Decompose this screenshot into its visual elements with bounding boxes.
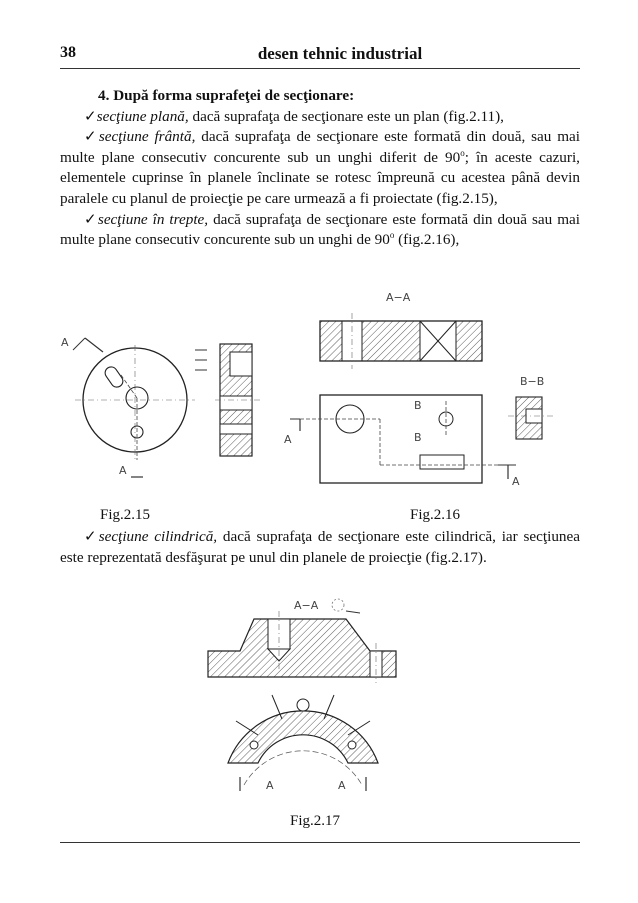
running-title: desen tehnic industrial xyxy=(257,44,423,63)
section-heading: 4. După forma suprafeţei de secţionare: xyxy=(98,87,355,104)
page-header xyxy=(60,40,580,66)
text-broken-section-a: dacă suprafaţa de secţionare este formată din două, sau mai multe plane consecutiv concurente sub un unghi diferit de 90 xyxy=(60,128,581,166)
term-broken-section: secţiune frântă, xyxy=(98,128,196,146)
body-text-cylindrical xyxy=(60,527,580,568)
section-label-a: A xyxy=(61,336,69,349)
section-label-a-right: A xyxy=(512,475,520,488)
text-cylindrical-section: dacă suprafaţa de secţionare este cilindrică, iar secţiunea este reprezentată desfăşurat pe unul din planele de proiecţie (fig.2.17). xyxy=(60,528,580,566)
paragraph-broken-section xyxy=(60,127,580,209)
term-cylindrical-section: secţiune cilindrică, xyxy=(98,528,218,545)
degree-sup: o xyxy=(389,230,395,241)
paragraph-stepped-section xyxy=(60,210,580,251)
section-label-a-bottom: A xyxy=(119,464,127,477)
section-label-aa: A−A xyxy=(294,599,319,612)
section-label-a-right: A xyxy=(338,779,346,792)
degree-sup: o xyxy=(460,147,465,158)
section-label-aa: A−A xyxy=(386,291,411,304)
paragraph-cylindrical-section xyxy=(60,527,580,568)
check-mark-icon: ✓ xyxy=(84,210,98,228)
figure-2-17-drawing xyxy=(200,595,410,800)
section-label-a-left: A xyxy=(284,433,292,446)
header-rule xyxy=(60,68,580,69)
body-text xyxy=(60,86,580,251)
figure-2-15-drawing xyxy=(55,330,275,490)
section-label-bb: B−B xyxy=(520,375,545,388)
text-stepped-section-a: dacă suprafaţa de secţionare este formată din două sau mai multe plane consecutiv concurente sub un unghi de 90 xyxy=(60,210,580,249)
section-label-a-left: A xyxy=(266,779,274,792)
check-mark-icon: ✓ xyxy=(84,128,99,146)
caption-fig-2-16: Fig.2.16 xyxy=(410,507,461,523)
term-plane-section: secţiune plană, xyxy=(96,107,189,125)
text-plane-section: dacă suprafaţa de secţionare este un plan (fig.2.11), xyxy=(188,107,504,125)
check-mark-icon: ✓ xyxy=(84,107,97,125)
text-broken-section-b: ; în aceste cazuri, elementele cuprinse în planele înclinate se rotesc împreună cu acestea până devin paralele cu planul de proiecţie pe care urmează a fi proiectate (fig.2.15), xyxy=(60,148,580,207)
section-label-b-bottom: B xyxy=(414,431,422,444)
paragraph-plane-section xyxy=(60,107,580,128)
page-number: 38 xyxy=(60,44,76,61)
check-mark-icon: ✓ xyxy=(84,528,99,545)
caption-fig-2-15: Fig.2.15 xyxy=(100,507,151,523)
text-stepped-section-b: (fig.2.16), xyxy=(394,231,460,249)
term-stepped-section: secţiune în trepte, xyxy=(97,210,209,228)
section-label-b-top: B xyxy=(414,399,422,412)
figure-2-16-drawing xyxy=(280,285,580,495)
footer-rule xyxy=(60,842,580,843)
caption-fig-2-17: Fig.2.17 xyxy=(290,813,341,829)
